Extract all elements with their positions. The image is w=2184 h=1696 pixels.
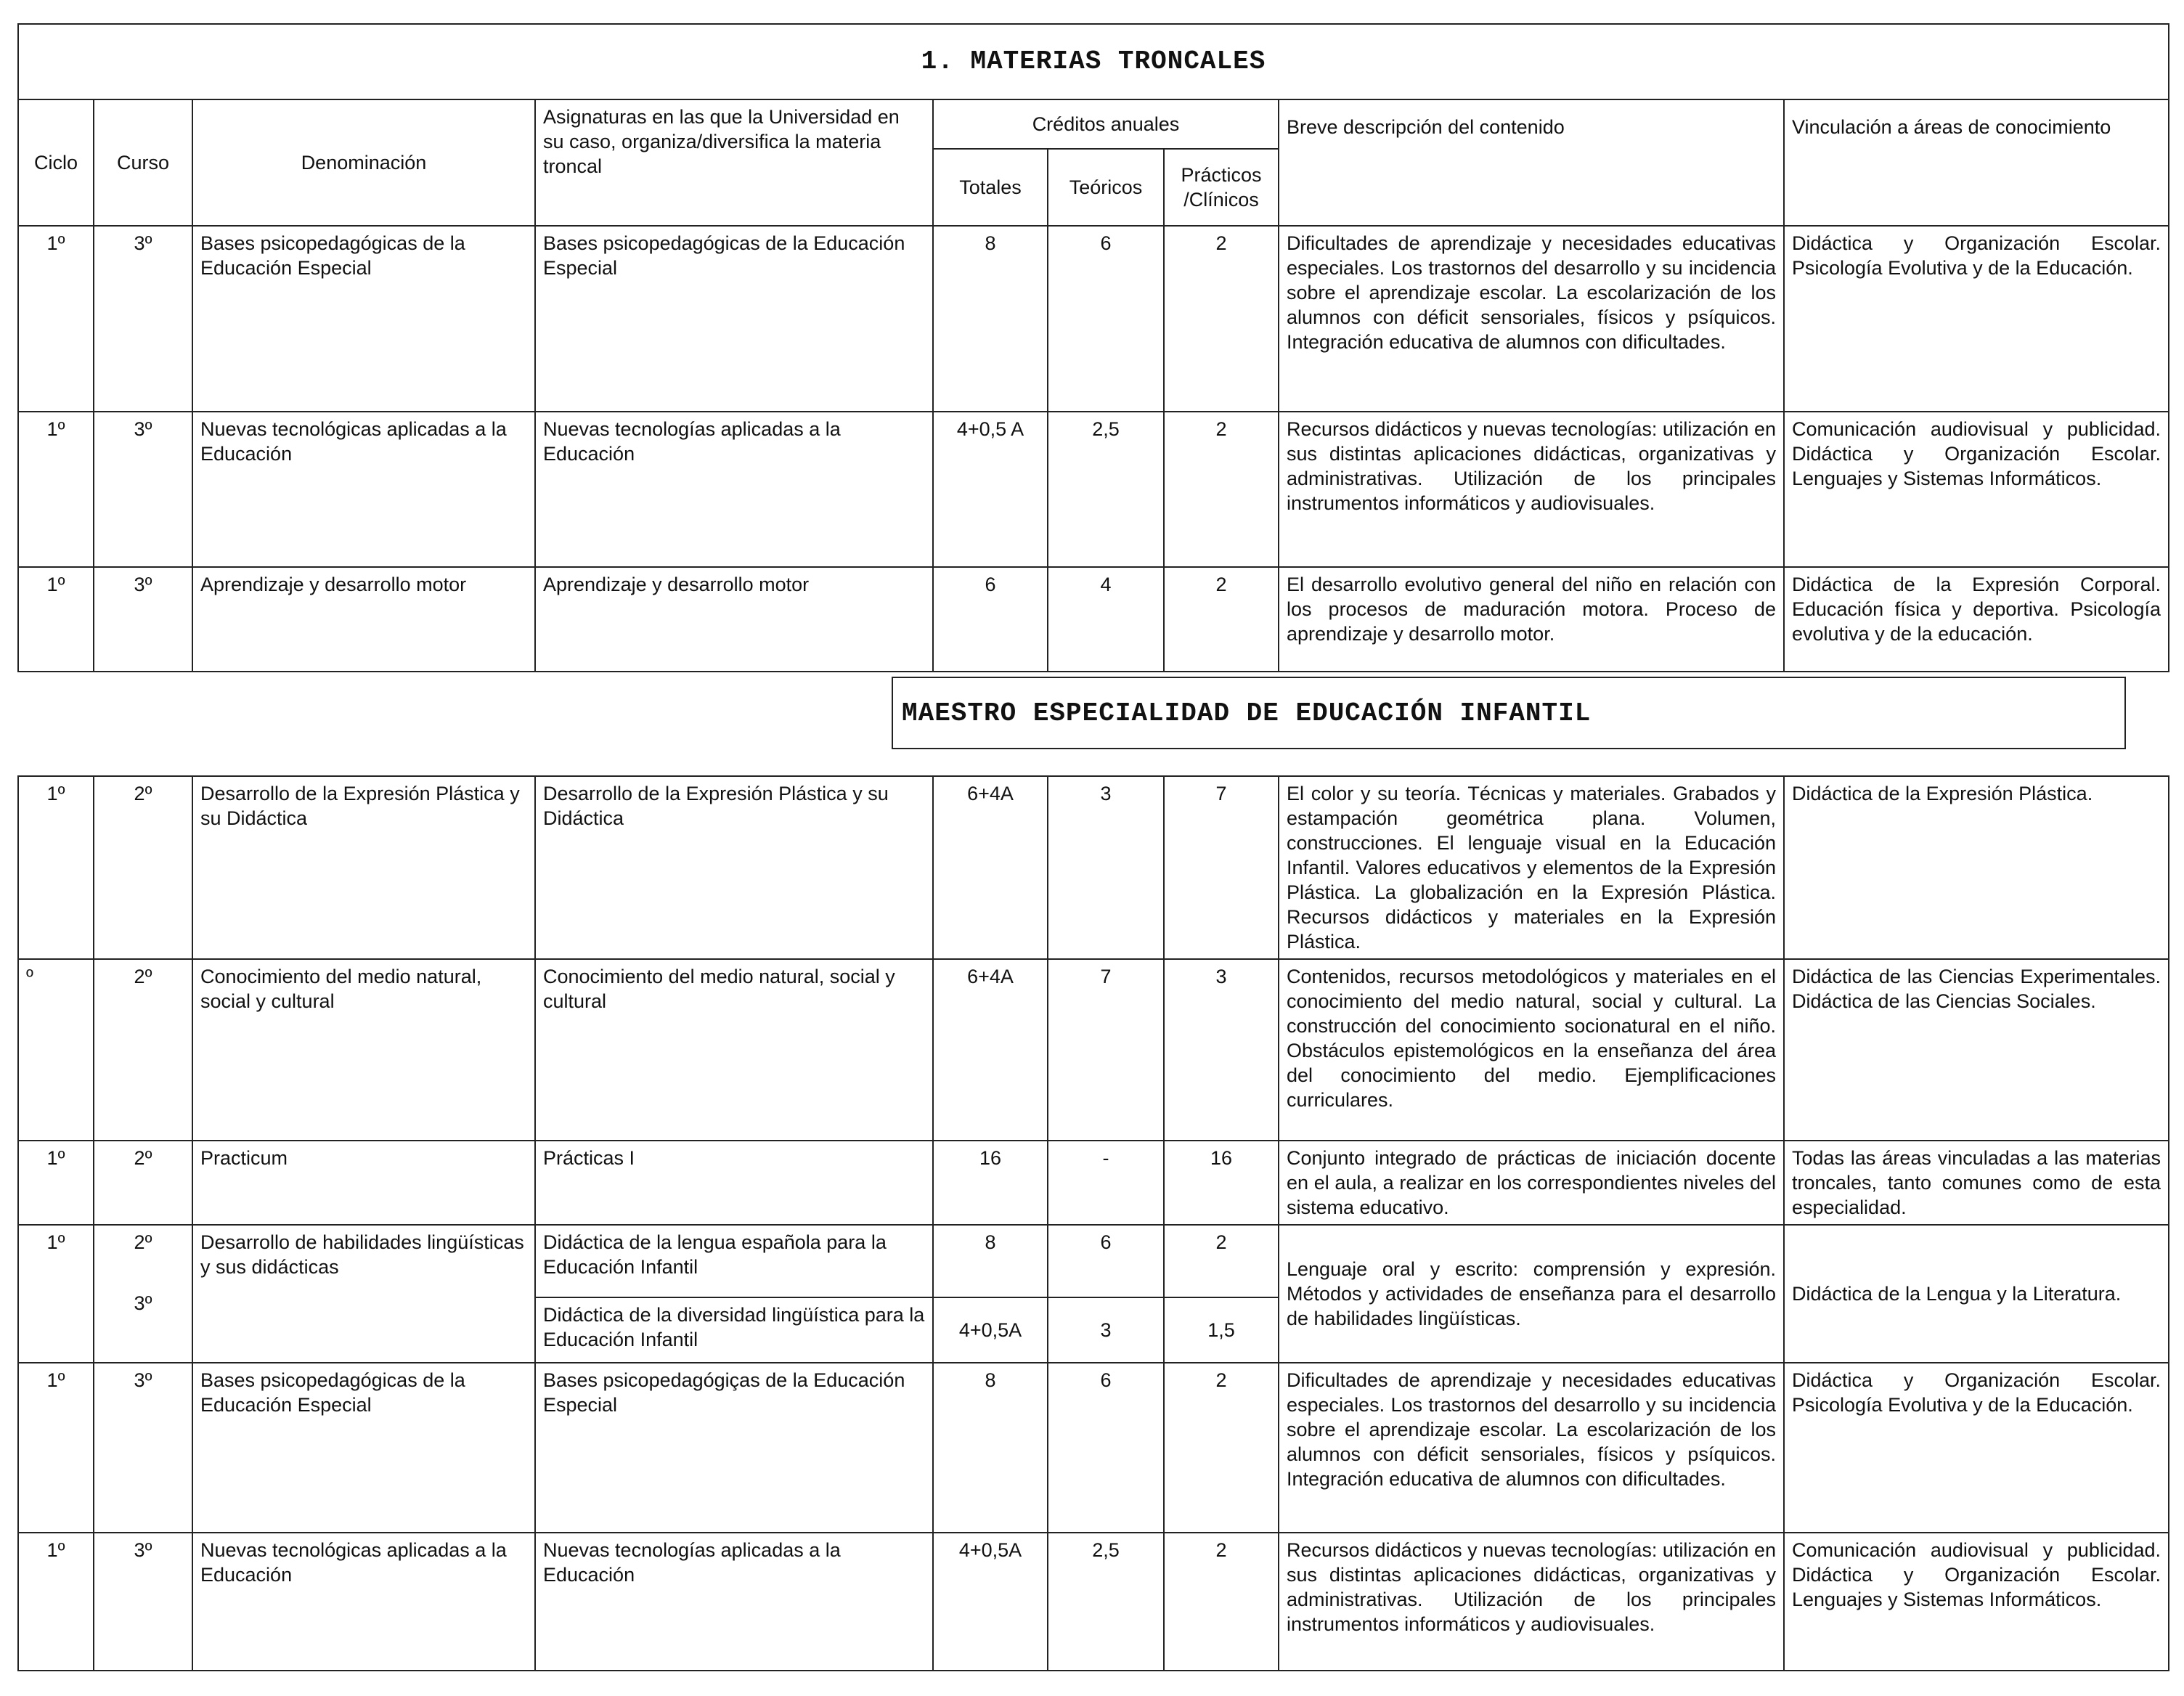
cell-curso-a: 2º xyxy=(134,1231,152,1253)
cell-denominacion: Aprendizaje y desarrollo motor xyxy=(192,567,535,672)
cell-teoricos: 7 xyxy=(1048,959,1164,1141)
cell-teoricos: 6 xyxy=(1048,226,1164,412)
cell-denominacion: Nuevas tecnológicas aplicadas a la Educación xyxy=(192,412,535,567)
cell-practicos: 16 xyxy=(1164,1141,1279,1225)
cell-vinculacion: Didáctica de las Ciencias Experimentales. Didáctica de las Ciencias Sociales. xyxy=(1784,959,2169,1141)
cell-ciclo: 1º xyxy=(18,1225,94,1363)
cell-descripcion: Dificultades de aprendizaje y necesidades educativas especiales. Los trastornos del desarrollo y su incidencia sobre el aprendizaje escolar. La escolarización de los alumnos con déficit sensoriales, físicos y psíquicos. Integración educativa de alumnos con dificultades. xyxy=(1279,226,1784,412)
cell-practicos: 2 xyxy=(1164,226,1279,412)
cell-asignatura: Nuevas tecnologías aplicadas a la Educación xyxy=(535,1533,933,1671)
cell-curso: 3º xyxy=(94,1533,192,1671)
header-teoricos: Teóricos xyxy=(1048,149,1164,226)
cell-curso: 3º xyxy=(94,1363,192,1533)
cell-teoricos: 3 xyxy=(1048,776,1164,959)
cell-teoricos: 3 xyxy=(1048,1297,1164,1363)
cell-curso: 2º xyxy=(94,959,192,1141)
cell-ciclo: 1º xyxy=(18,776,94,959)
cell-curso: 2º xyxy=(94,776,192,959)
cell-totales: 4+0,5 A xyxy=(933,412,1048,567)
cell-descripcion: Lenguaje oral y escrito: comprensión y expresión. Métodos y actividades de enseñanza para el desarrollo de habilidades lingüísticas. xyxy=(1279,1225,1784,1363)
header-asignaturas: Asignaturas en las que la Universidad en su caso, organiza/diversifica la materia troncal xyxy=(535,99,933,226)
cell-practicos: 2 xyxy=(1164,1533,1279,1671)
cell-denominacion: Nuevas tecnológicas aplicadas a la Educación xyxy=(192,1533,535,1671)
cell-teoricos: 6 xyxy=(1048,1225,1164,1297)
cell-totales: 8 xyxy=(933,1225,1048,1297)
table-row xyxy=(18,1533,2169,1671)
specialty-title: MAESTRO ESPECIALIDAD DE EDUCACIÓN INFANTIL xyxy=(892,677,2126,749)
cell-vinculacion: Comunicación audiovisual y publicidad. Didáctica y Organización Escolar. Lenguajes y Sistemas Informáticos. xyxy=(1784,1533,2169,1671)
cell-totales: 4+0,5A xyxy=(933,1533,1048,1671)
cell-asignatura: Desarrollo de la Expresión Plástica y su Didáctica xyxy=(535,776,933,959)
cell-denominacion: Desarrollo de habilidades lingüísticas y sus didácticas xyxy=(192,1225,535,1363)
cell-ciclo: 1º xyxy=(18,412,94,567)
cell-teoricos: 4 xyxy=(1048,567,1164,672)
cell-curso: 3º xyxy=(94,226,192,412)
cell-vinculacion: Comunicación audiovisual y publicidad. Didáctica y Organización Escolar. Lenguajes y Sistemas Informáticos. xyxy=(1784,412,2169,567)
cell-asignatura: Conocimiento del medio natural, social y cultural xyxy=(535,959,933,1141)
cell-denominacion: Desarrollo de la Expresión Plástica y su Didáctica xyxy=(192,776,535,959)
troncales-table xyxy=(17,23,2169,672)
cell-denominacion: Bases psicopedagógicas de la Educación Especial xyxy=(192,226,535,412)
cell-denominacion: Bases psicopedagógicas de la Educación Especial xyxy=(192,1363,535,1533)
cell-descripcion: Recursos didácticos y nuevas tecnologías: utilización en sus distintas aplicaciones didácticas, organizativas y administrativas. Utilización de los principales instrumentos informáticos y audiovisuales. xyxy=(1279,412,1784,567)
cell-practicos: 1,5 xyxy=(1164,1297,1279,1363)
cell-vinculacion: Didáctica y Organización Escolar. Psicología Evolutiva y de la Educación. xyxy=(1784,226,2169,412)
cell-ciclo: º xyxy=(18,959,94,1141)
cell-teoricos: 6 xyxy=(1048,1363,1164,1533)
cell-practicos: 2 xyxy=(1164,1363,1279,1533)
cell-curso: 2º xyxy=(94,1141,192,1225)
cell-teoricos: 2,5 xyxy=(1048,412,1164,567)
cell-asignatura: Bases psicopedagógicas de la Educación Especial xyxy=(535,226,933,412)
cell-asignatura: Didáctica de la lengua española para la Educación Infantil xyxy=(535,1225,933,1297)
cell-vinculacion: Todas las áreas vinculadas a las materias troncales, tanto comunes como de esta especialidad. xyxy=(1784,1141,2169,1225)
cell-asignatura: Prácticas I xyxy=(535,1141,933,1225)
cell-curso: 3º xyxy=(94,412,192,567)
cell-totales: 16 xyxy=(933,1141,1048,1225)
cell-totales: 6+4A xyxy=(933,776,1048,959)
cell-vinculacion: Didáctica de la Expresión Corporal. Educación física y deportiva. Psicología evolutiva y de la educación. xyxy=(1784,567,2169,672)
cell-totales: 6 xyxy=(933,567,1048,672)
cell-practicos: 3 xyxy=(1164,959,1279,1141)
table-row xyxy=(18,1225,2169,1297)
header-totales: Totales xyxy=(933,149,1048,226)
cell-asignatura: Didáctica de la diversidad lingüística para la Educación Infantil xyxy=(535,1297,933,1363)
cell-descripcion: El color y su teoría. Técnicas y materiales. Grabados y estampación geométrica plana. Volumen, construcciones. El lenguaje visual en la Educación Infantil. Valores educativos y elementos de la Expresión Plástica. La globalización en la Expresión Plástica. Recursos didácticos y materiales en la Expresión Plástica. xyxy=(1279,776,1784,959)
header-descripcion: Breve descripción del contenido xyxy=(1279,99,1784,226)
cell-practicos: 2 xyxy=(1164,1225,1279,1297)
table-row xyxy=(18,567,2169,672)
cell-vinculacion: Didáctica y Organización Escolar. Psicología Evolutiva y de la Educación. xyxy=(1784,1363,2169,1533)
table-row xyxy=(18,1141,2169,1225)
cell-teoricos: - xyxy=(1048,1141,1164,1225)
cell-curso-b: 3º xyxy=(134,1292,152,1314)
header-denominacion: Denominación xyxy=(192,99,535,226)
cell-asignatura: Bases psicopedagógiças de la Educación Especial xyxy=(535,1363,933,1533)
cell-ciclo: 1º xyxy=(18,1533,94,1671)
cell-ciclo: 1º xyxy=(18,226,94,412)
cell-totales: 8 xyxy=(933,226,1048,412)
table-row xyxy=(18,1363,2169,1533)
section-title: 1. MATERIAS TRONCALES xyxy=(18,24,2169,99)
cell-teoricos: 2,5 xyxy=(1048,1533,1164,1671)
cell-descripcion: Recursos didácticos y nuevas tecnologías: utilización en sus distintas aplicaciones didácticas, organizativas y administrativas. Utilización de los principales instrumentos informáticos y audiovisuales. xyxy=(1279,1533,1784,1671)
header-ciclo: Ciclo xyxy=(18,99,94,226)
cell-curso xyxy=(94,1225,192,1363)
especialidad-table xyxy=(17,775,2169,1671)
header-vinculacion: Vinculación a áreas de conocimiento xyxy=(1784,99,2169,226)
table-row xyxy=(18,776,2169,959)
cell-ciclo: 1º xyxy=(18,1141,94,1225)
cell-ciclo: 1º xyxy=(18,1363,94,1533)
table-row xyxy=(18,412,2169,567)
cell-denominacion: Practicum xyxy=(192,1141,535,1225)
cell-descripcion: Contenidos, recursos metodológicos y materiales en el conocimiento del medio natural, social y cultural. La construcción del conocimiento socionatural en el niño. Obstáculos epistemológicos en la enseñanza del área del conocimiento del medio. Ejemplificaciones curriculares. xyxy=(1279,959,1784,1141)
cell-practicos: 2 xyxy=(1164,567,1279,672)
header-curso: Curso xyxy=(94,99,192,226)
cell-denominacion: Conocimiento del medio natural, social y cultural xyxy=(192,959,535,1141)
cell-totales: 4+0,5A xyxy=(933,1297,1048,1363)
cell-practicos: 7 xyxy=(1164,776,1279,959)
cell-descripcion: Dificultades de aprendizaje y necesidades educativas especiales. Los trastornos del desarrollo y su incidencia sobre el aprendizaje escolar. La escolarización de los alumnos con déficit sensoriales, físicos y psíquicos. Integración educativa de alumnos con dificultades. xyxy=(1279,1363,1784,1533)
header-creditos: Créditos anuales xyxy=(933,99,1279,149)
cell-practicos: 2 xyxy=(1164,412,1279,567)
table-row xyxy=(18,959,2169,1141)
cell-totales: 8 xyxy=(933,1363,1048,1533)
cell-descripcion: Conjunto integrado de prácticas de iniciación docente en el aula, a realizar en los correspondientes niveles del sistema educativo. xyxy=(1279,1141,1784,1225)
table-row xyxy=(18,226,2169,412)
cell-asignatura: Nuevas tecnologías aplicadas a la Educación xyxy=(535,412,933,567)
cell-vinculacion: Didáctica de la Lengua y la Literatura. xyxy=(1784,1225,2169,1363)
header-practicos: Prácticos /Clínicos xyxy=(1164,149,1279,226)
cell-descripcion: El desarrollo evolutivo general del niño en relación con los procesos de maduración motora. Proceso de aprendizaje y desarrollo motor. xyxy=(1279,567,1784,672)
cell-curso: 3º xyxy=(94,567,192,672)
cell-asignatura: Aprendizaje y desarrollo motor xyxy=(535,567,933,672)
cell-vinculacion: Didáctica de la Expresión Plástica. xyxy=(1784,776,2169,959)
cell-ciclo: 1º xyxy=(18,567,94,672)
cell-totales: 6+4A xyxy=(933,959,1048,1141)
